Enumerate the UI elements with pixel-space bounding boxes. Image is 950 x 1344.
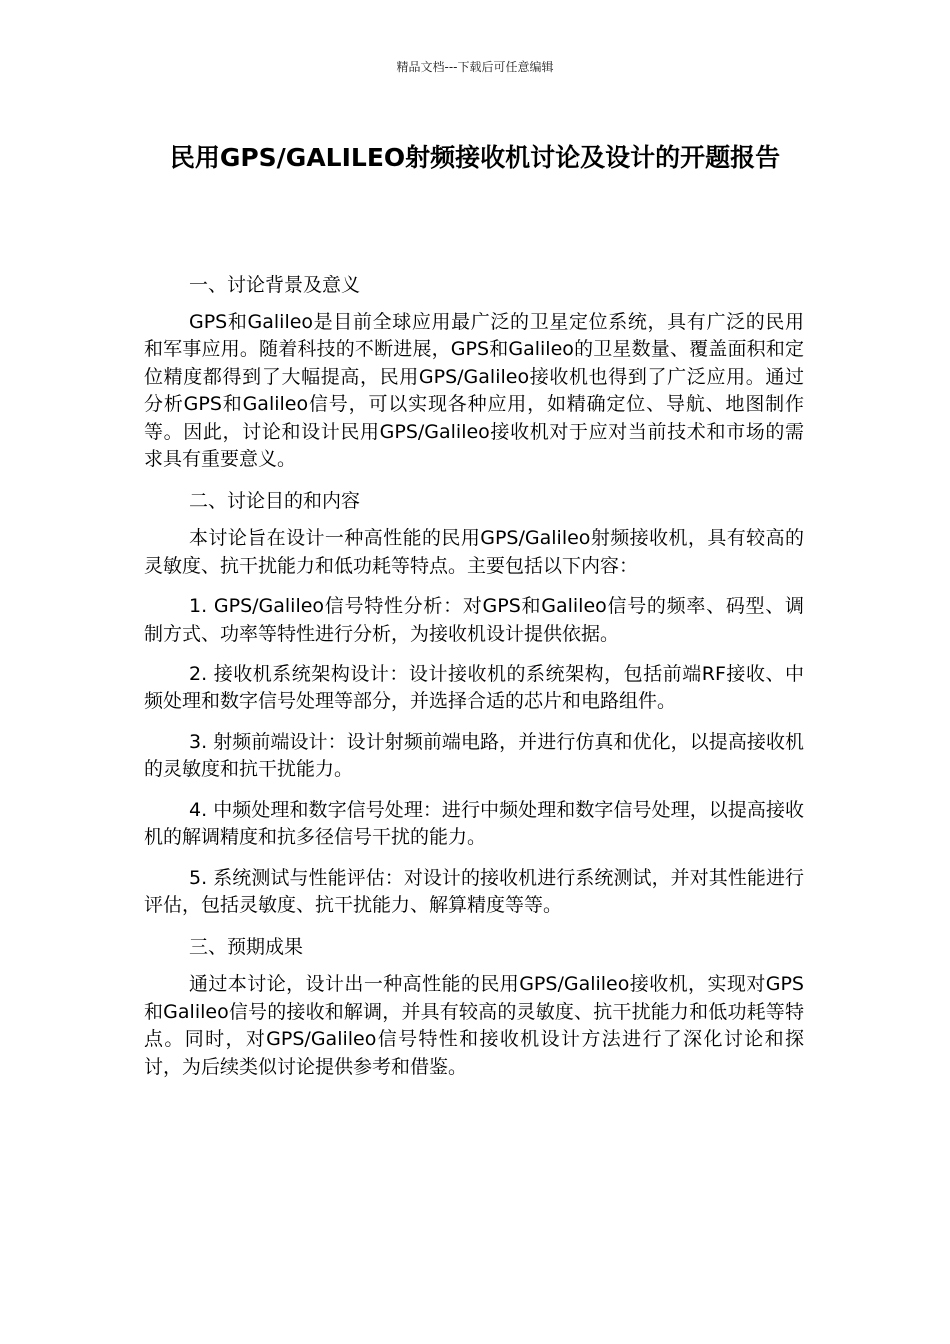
section-heading: 一、讨论背景及意义 [189,274,361,296]
section-expected-results [144,932,804,1081]
list-item: 4. 中频处理和数字信号处理：进行中频处理和数字信号处理，以提高接收机的解调精度和抗多径信号干扰的能力。 [144,798,804,849]
section-objectives [144,486,804,919]
paragraph: 本讨论旨在设计一种高性能的民用GPS/Galileo射频接收机，具有较高的灵敏度、抗干扰能力和低功耗等特点。主要包括以下内容： [144,527,804,577]
list-item: 2. 接收机系统架构设计：设计接收机的系统架构，包括前端RF接收、中频处理和数字信号处理等部分，并选择合适的芯片和电路组件。 [144,663,804,713]
paragraph: 通过本讨论，设计出一种高性能的民用GPS/Galileo接收机，实现对GPS和Galileo信号的接收和解调，并具有较高的灵敏度、抗干扰能力和低功耗等特点。同时，对GPS/Galileo信号特性和接收机设计方法进行了深化讨论和探讨，为后续类似讨论提供参考和借鉴。 [144,973,804,1078]
section-background [144,270,804,473]
paragraph: GPS和Galileo是目前全球应用最广泛的卫星定位系统，具有广泛的民用和军事应用。随着科技的不断进展，GPS和Galileo的卫星数量、覆盖面积和定位精度都得到了大幅提高，民用GPS/Galileo接收机也得到了广泛应用。通过分析GPS和Galileo信号，可以实现各种应用，如精确定位、导航、地图制作等。因此，讨论和设计民用GPS/Galileo接收机对于应对当前技术和市场的需求具有重要意义。 [144,311,804,471]
document-title: 民用GPS/GALILEO射频接收机讨论及设计的开题报告 [169,143,781,172]
list-item: 1. GPS/Galileo信号特性分析：对GPS和Galileo信号的频率、码型、调制方式、功率等特性进行分析，为接收机设计提供依据。 [144,595,804,645]
section-heading: 三、预期成果 [189,936,304,959]
list-item: 3. 射频前端设计：设计射频前端电路，并进行仿真和优化，以提高接收机的灵敏度和抗干扰能力。 [144,730,804,781]
section-heading: 二、讨论目的和内容 [189,490,361,513]
list-item: 5. 系统测试与性能评估：对设计的接收机进行系统测试，并对其性能进行评估，包括灵敏度、抗干扰能力、解算精度等等。 [144,866,804,916]
document-body [144,270,804,1094]
page-header: 精品文档---下载后可任意编辑 [396,60,554,74]
